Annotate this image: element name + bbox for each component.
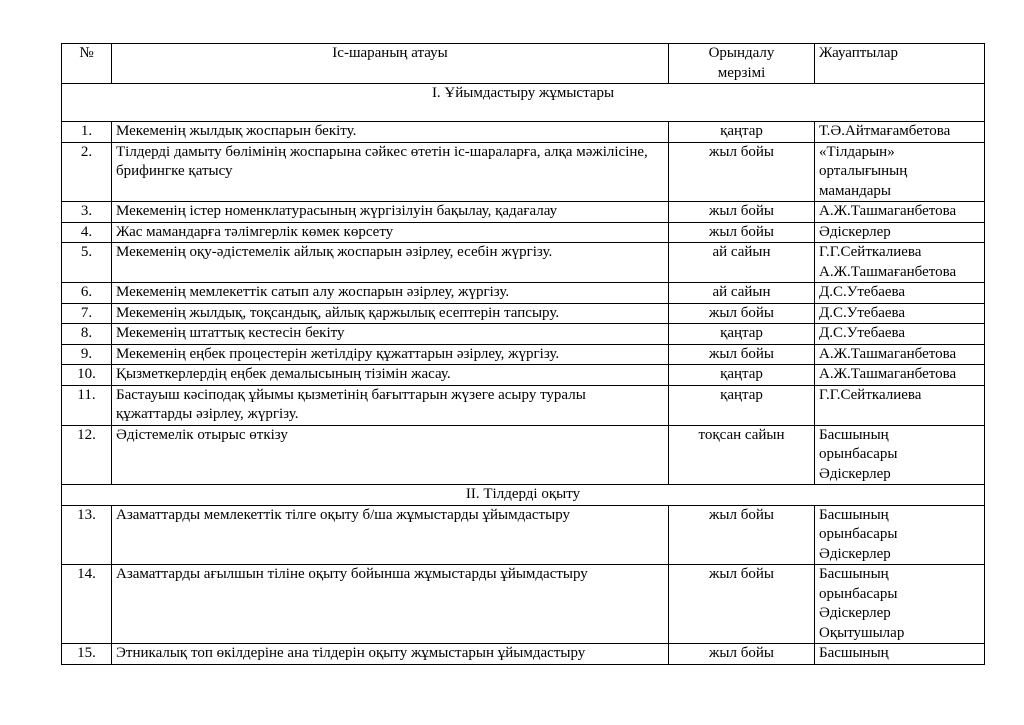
row-deadline: жыл бойы bbox=[669, 303, 815, 324]
header-row bbox=[62, 44, 985, 84]
section-row bbox=[62, 485, 985, 506]
row-num: 4. bbox=[62, 222, 112, 243]
row-name: Мекеменің жылдық жоспарын бекіту. bbox=[112, 122, 669, 143]
row-num: 13. bbox=[62, 505, 112, 565]
header-name: Іс-шараның атауы bbox=[112, 44, 669, 84]
row-deadline: жыл бойы bbox=[669, 344, 815, 365]
row-name: Әдістемелік отырыс өткізу bbox=[112, 425, 669, 485]
table-row bbox=[62, 324, 985, 345]
row-responsible: Басшының bbox=[815, 644, 985, 665]
row-num: 1. bbox=[62, 122, 112, 143]
row-deadline: жыл бойы bbox=[669, 202, 815, 223]
table-row bbox=[62, 425, 985, 485]
row-num: 10. bbox=[62, 365, 112, 386]
row-name: Мекеменің еңбек процестерін жетілдіру құжаттарын әзірлеу, жүргізу. bbox=[112, 344, 669, 365]
row-name: Мекеменің істер номенклатурасының жүргізілуін бақылау, қадағалау bbox=[112, 202, 669, 223]
row-responsible: А.Ж.Ташмаганбетова bbox=[815, 202, 985, 223]
header-responsible: Жауаптылар bbox=[815, 44, 985, 84]
row-deadline: тоқсан сайын bbox=[669, 425, 815, 485]
row-deadline: қаңтар bbox=[669, 122, 815, 143]
section-row bbox=[62, 84, 985, 122]
section-title: I. Ұйымдастыру жұмыстары bbox=[62, 84, 985, 122]
row-deadline: ай сайын bbox=[669, 243, 815, 283]
table-row bbox=[62, 202, 985, 223]
row-responsible: Д.С.Утебаева bbox=[815, 324, 985, 345]
table-row bbox=[62, 385, 985, 425]
row-name: Қызметкерлердің еңбек демалысының тізімін жасау. bbox=[112, 365, 669, 386]
row-responsible: Әдіскерлер bbox=[815, 222, 985, 243]
header-num: № bbox=[62, 44, 112, 84]
section-title: II. Тілдерді оқыту bbox=[62, 485, 985, 506]
row-name: Мекеменің жылдық, тоқсандық, айлық қаржылық есептерін тапсыру. bbox=[112, 303, 669, 324]
table-row bbox=[62, 565, 985, 644]
row-responsible: Д.С.Утебаева bbox=[815, 283, 985, 304]
row-responsible: Г.Г.Сейткалиева bbox=[815, 385, 985, 425]
row-num: 14. bbox=[62, 565, 112, 644]
row-num: 12. bbox=[62, 425, 112, 485]
row-num: 3. bbox=[62, 202, 112, 223]
row-name: Мекеменің оқу-әдістемелік айлық жоспарын әзірлеу, есебін жүргізу. bbox=[112, 243, 669, 283]
row-deadline: жыл бойы bbox=[669, 505, 815, 565]
row-name: Этникалық топ өкілдеріне ана тілдерін оқыту жұмыстарын ұйымдастыру bbox=[112, 644, 669, 665]
row-num: 11. bbox=[62, 385, 112, 425]
row-name: Мекеменің мемлекеттік сатып алу жоспарын әзірлеу, жүргізу. bbox=[112, 283, 669, 304]
row-deadline: ай сайын bbox=[669, 283, 815, 304]
row-deadline: қаңтар bbox=[669, 324, 815, 345]
table-row bbox=[62, 644, 985, 665]
row-num: 7. bbox=[62, 303, 112, 324]
row-name: Азаматтарды мемлекеттік тілге оқыту б/ша жұмыстарды ұйымдастыру bbox=[112, 505, 669, 565]
row-responsible: Басшының орынбасары Әдіскерлер bbox=[815, 505, 985, 565]
row-responsible: Т.Ә.Айтмағамбетова bbox=[815, 122, 985, 143]
row-num: 8. bbox=[62, 324, 112, 345]
row-responsible: Басшының орынбасары Әдіскерлер Оқытушылар bbox=[815, 565, 985, 644]
table-row bbox=[62, 142, 985, 202]
row-responsible: «Тілдарын» орталығының мамандары bbox=[815, 142, 985, 202]
row-responsible: А.Ж.Ташмаганбетова bbox=[815, 344, 985, 365]
row-deadline: жыл бойы bbox=[669, 142, 815, 202]
row-name: Азаматтарды ағылшын тіліне оқыту бойынша жұмыстарды ұйымдастыру bbox=[112, 565, 669, 644]
row-deadline: жыл бойы bbox=[669, 222, 815, 243]
row-num: 5. bbox=[62, 243, 112, 283]
row-deadline: қаңтар bbox=[669, 385, 815, 425]
row-responsible: Г.Г.Сейткалиева А.Ж.Ташмағанбетова bbox=[815, 243, 985, 283]
row-name: Жас мамандарға тәлімгерлік көмек көрсету bbox=[112, 222, 669, 243]
table-row bbox=[62, 283, 985, 304]
table-row bbox=[62, 222, 985, 243]
row-deadline: қаңтар bbox=[669, 365, 815, 386]
table-row bbox=[62, 303, 985, 324]
row-num: 2. bbox=[62, 142, 112, 202]
table-row bbox=[62, 344, 985, 365]
row-name: Бастауыш кәсіподақ ұйымы қызметінің бағыттарын жүзеге асыру туралы құжаттарды әзірлеу, жүргізу. bbox=[112, 385, 669, 425]
plan-table bbox=[61, 43, 985, 665]
row-num: 6. bbox=[62, 283, 112, 304]
header-deadline: Орындалу мерзімі bbox=[669, 44, 815, 84]
row-num: 9. bbox=[62, 344, 112, 365]
row-responsible: Басшының орынбасары Әдіскерлер bbox=[815, 425, 985, 485]
table-row bbox=[62, 365, 985, 386]
row-name: Тілдерді дамыту бөлімінің жоспарына сәйкес өтетін іс-шараларға, алқа мәжілісіне, брифингке қатысу bbox=[112, 142, 669, 202]
row-name: Мекеменің штаттық кестесін бекіту bbox=[112, 324, 669, 345]
row-deadline: жыл бойы bbox=[669, 644, 815, 665]
row-responsible: А.Ж.Ташмаганбетова bbox=[815, 365, 985, 386]
table-row bbox=[62, 122, 985, 143]
table-row bbox=[62, 505, 985, 565]
row-num: 15. bbox=[62, 644, 112, 665]
table-row bbox=[62, 243, 985, 283]
row-responsible: Д.С.Утебаева bbox=[815, 303, 985, 324]
row-deadline: жыл бойы bbox=[669, 565, 815, 644]
